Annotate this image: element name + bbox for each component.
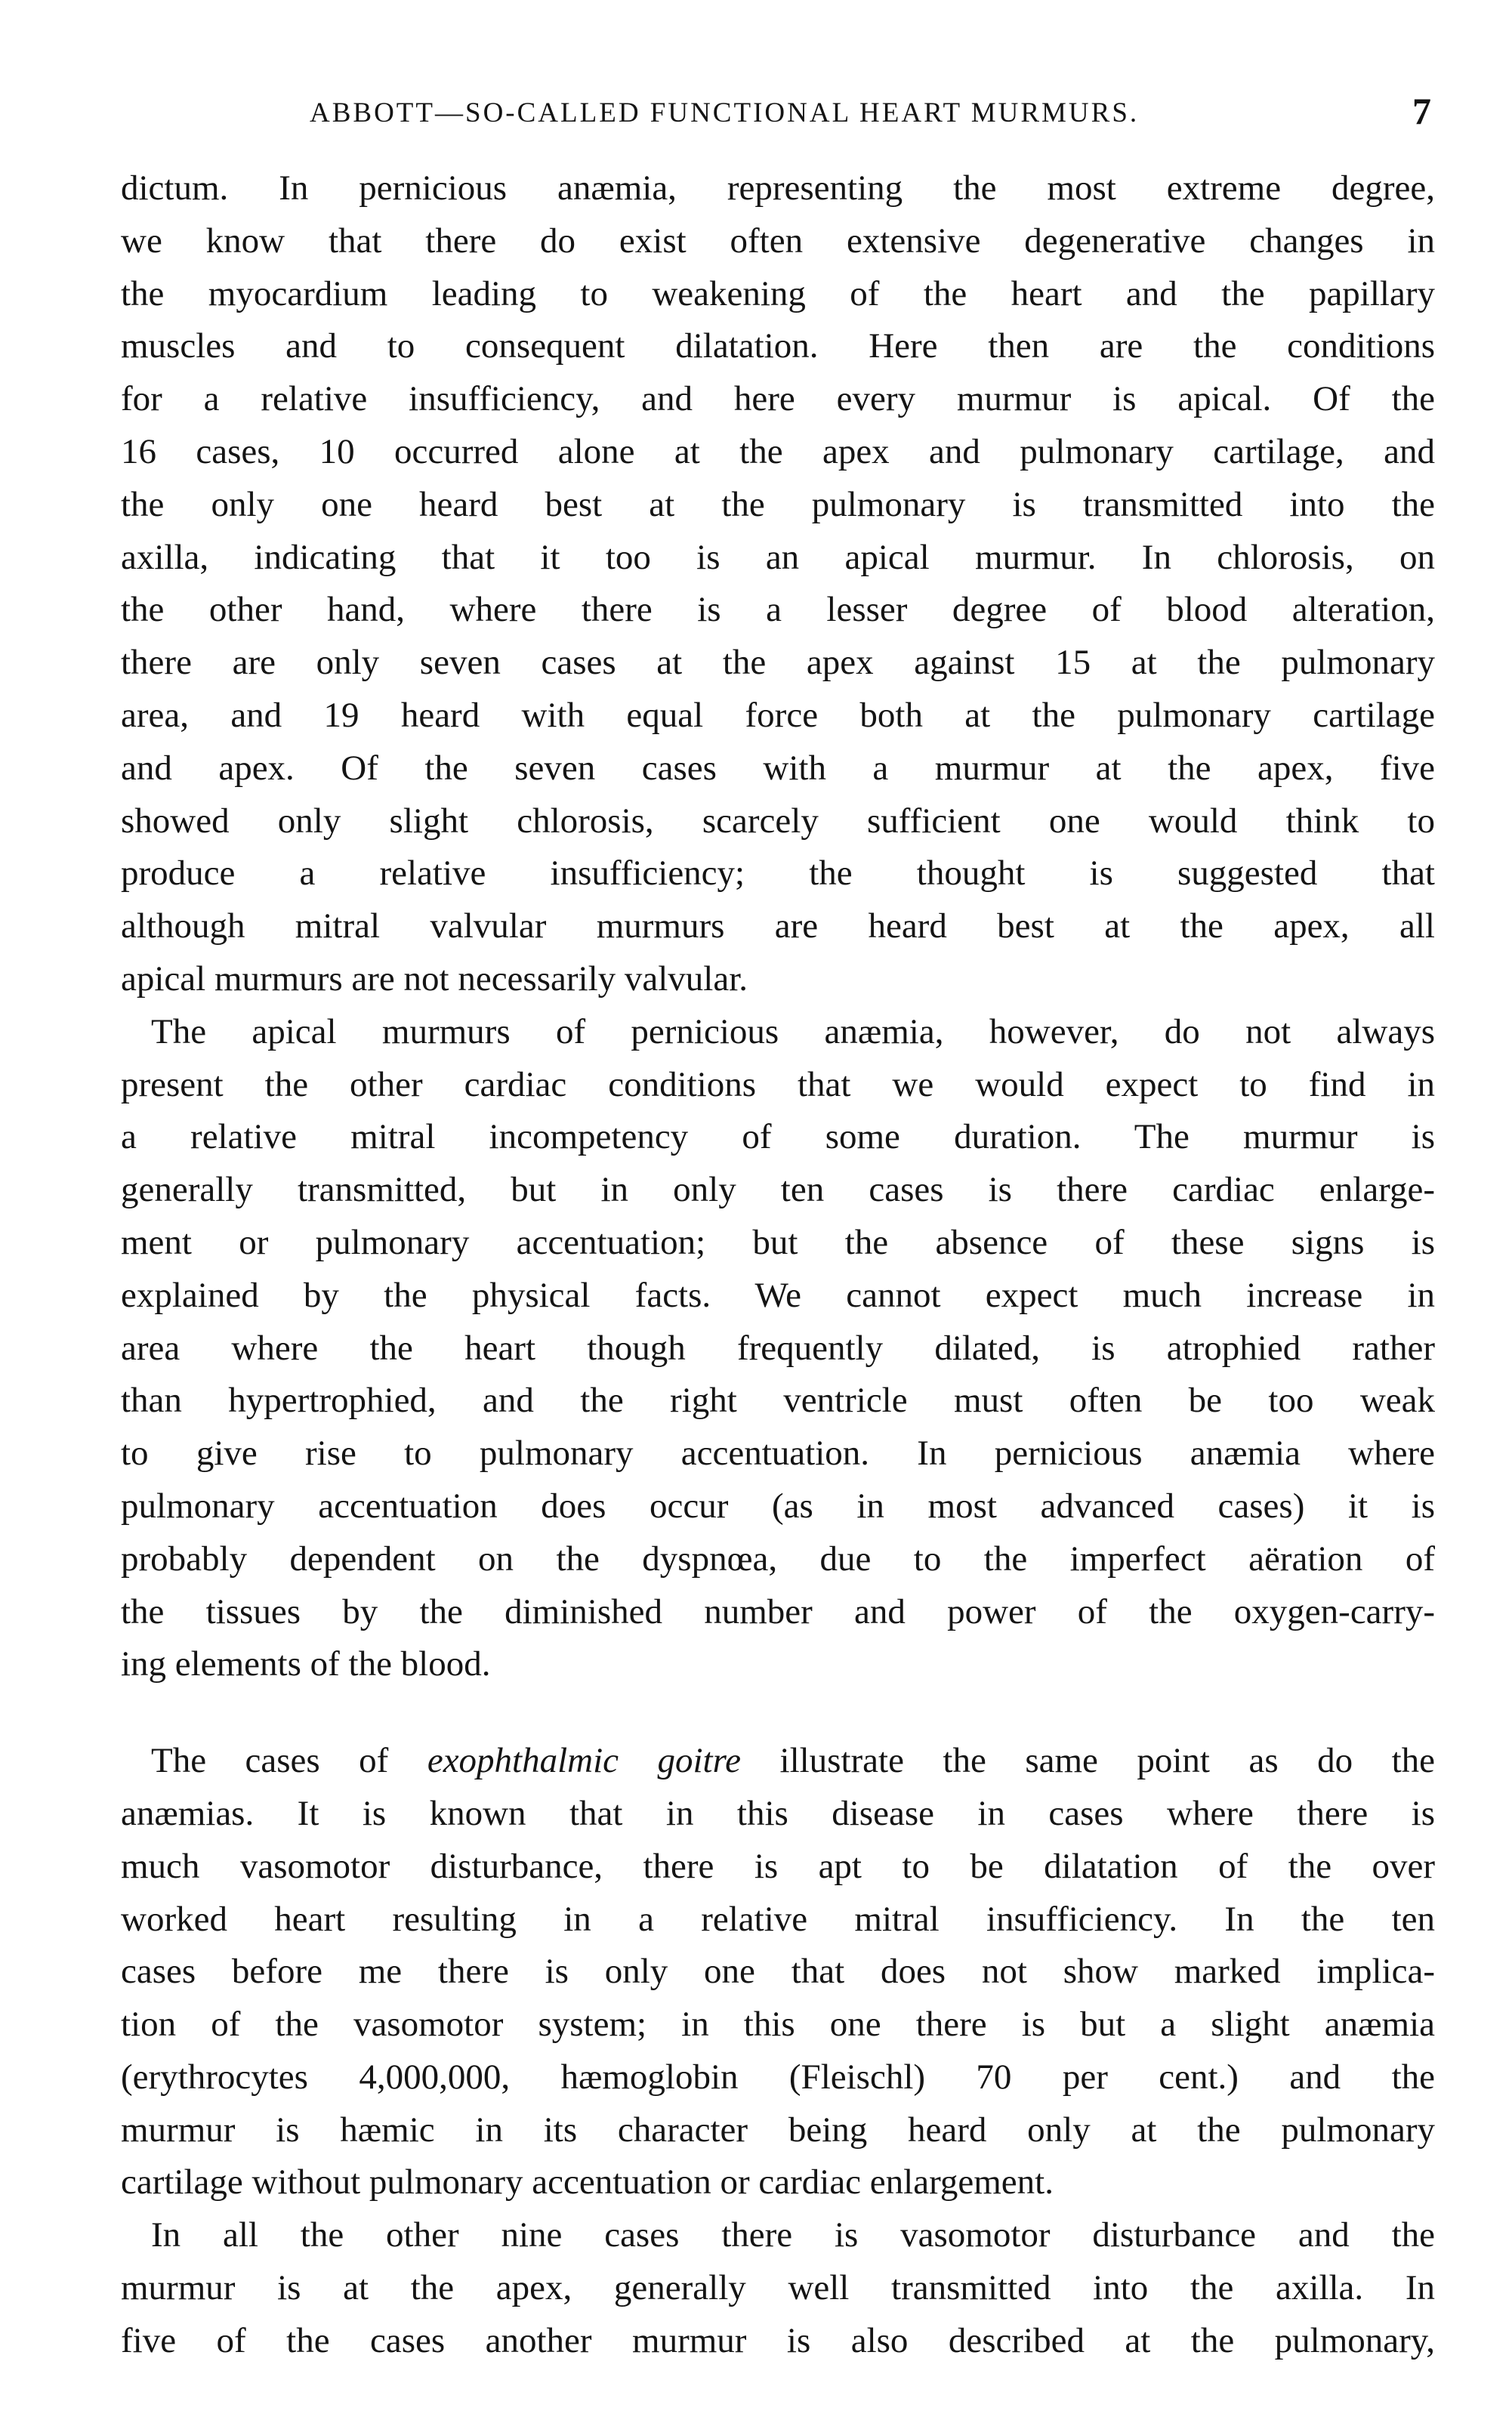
- text-line: ment or pulmonary accentuation; but the absence of these signs is: [121, 1222, 1435, 1262]
- text-line: explained by the physical facts. We cannot expect much increase in: [121, 1275, 1435, 1315]
- text-line: a relative mitral incompetency of some duration. The murmur is: [121, 1117, 1435, 1157]
- lead-text-rest: illustrate the same point as do the: [741, 1741, 1435, 1781]
- text-line: area where the heart though frequently dilated, is atrophied rather: [121, 1328, 1435, 1368]
- text-line: the only one heard best at the pulmonary is transmitted into the: [121, 484, 1435, 524]
- text-line: tion of the vasomotor system; in this one there is but a slight anæmia: [121, 2005, 1435, 2045]
- page-number: 7: [1412, 90, 1431, 132]
- text-line: five of the cases another murmur is also described at the pulmonary,: [121, 2320, 1435, 2360]
- text-line: worked heart resulting in a relative mitral insufficiency. In the ten: [121, 1899, 1435, 1939]
- text-line: there are only seven cases at the apex against 15 at the pulmonary: [121, 643, 1435, 683]
- text-line: we know that there do exist often extensive degenerative changes in: [121, 221, 1435, 261]
- text-line: area, and 19 heard with equal force both at the pulmonary cartilage: [121, 695, 1435, 735]
- text-line: [121, 1735, 1435, 1788]
- paragraph-spacer: [121, 1691, 1435, 1735]
- text-line: and apex. Of the seven cases with a murmur at the apex, five: [121, 748, 1435, 788]
- text-line: the tissues by the diminished number and power of the oxygen-carry-: [121, 1591, 1435, 1631]
- italic-term: exophthalmic goitre: [427, 1741, 742, 1781]
- paragraph-pernicious-anaemia: [121, 162, 1435, 1006]
- text-line: for a relative insufficiency, and here every murmur is apical. Of the: [121, 379, 1435, 419]
- lead-text: The cases of: [151, 1741, 427, 1781]
- text-line: (erythrocytes 4,000,000, hæmoglobin (Fleischl) 70 per cent.) and the: [121, 2057, 1435, 2097]
- text-line: pulmonary accentuation does occur (as in most advanced cases) it is: [121, 1486, 1435, 1526]
- text-line: produce a relative insufficiency; the thought is suggested that: [121, 853, 1435, 894]
- text-line: cartilage without pulmonary accentuation or cardiac enlargement.: [121, 2162, 1054, 2202]
- text-line: ing elements of the blood.: [121, 1644, 491, 1684]
- text-line: although mitral valvular murmurs are heard best at the apex, all: [121, 906, 1435, 946]
- text-line: axilla, indicating that it too is an apical murmur. In chlorosis, on: [121, 537, 1435, 577]
- text-line: present the other cardiac conditions that we would expect to find in: [121, 1064, 1435, 1104]
- text-line: 16 cases, 10 occurred alone at the apex and pulmonary cartilage, and: [121, 431, 1435, 471]
- text-line: anæmias. It is known that in this disease in cases where there is: [121, 1793, 1435, 1833]
- body-text: [121, 162, 1435, 2368]
- running-title: ABBOTT—SO-CALLED FUNCTIONAL HEART MURMURS.: [310, 97, 1140, 128]
- text-line: the other hand, where there is a lesser degree of blood alteration,: [121, 590, 1435, 630]
- text-line: showed only slight chlorosis, scarcely sufficient one would think to: [121, 801, 1435, 841]
- text-line: much vasomotor disturbance, there is apt to be dilatation of the over: [121, 1846, 1435, 1886]
- paragraph-exophthalmic-goitre: [121, 1735, 1435, 2368]
- text-line: muscles and to consequent dilatation. Here then are the conditions: [121, 326, 1435, 366]
- text-line: than hypertrophied, and the right ventricle must often be too weak: [121, 1381, 1435, 1421]
- running-header: [310, 89, 1431, 142]
- text-line: apical murmurs are not necessarily valvular.: [121, 958, 748, 999]
- text-line: dictum. In pernicious anæmia, representing the most extreme degree,: [121, 168, 1435, 208]
- text-line: probably dependent on the dyspnœa, due to the imperfect aëration of: [121, 1539, 1435, 1579]
- text-line: murmur is hæmic in its character being heard only at the pulmonary: [121, 2110, 1435, 2150]
- text-line: The apical murmurs of pernicious anæmia, however, do not always: [151, 1011, 1435, 1051]
- paragraph-apical-murmurs: [121, 1006, 1435, 1691]
- text-line: generally transmitted, but in only ten cases is there cardiac enlarge-: [121, 1170, 1435, 1210]
- text-line: cases before me there is only one that does not show marked implica-: [121, 1952, 1435, 1992]
- text-line: In all the other nine cases there is vasomotor disturbance and the: [151, 2215, 1435, 2255]
- text-line: murmur is at the apex, generally well transmitted into the axilla. In: [121, 2268, 1435, 2308]
- text-line: to give rise to pulmonary accentuation. In pernicious anæmia where: [121, 1434, 1435, 1474]
- text-line: the myocardium leading to weakening of the heart and the papillary: [121, 273, 1435, 313]
